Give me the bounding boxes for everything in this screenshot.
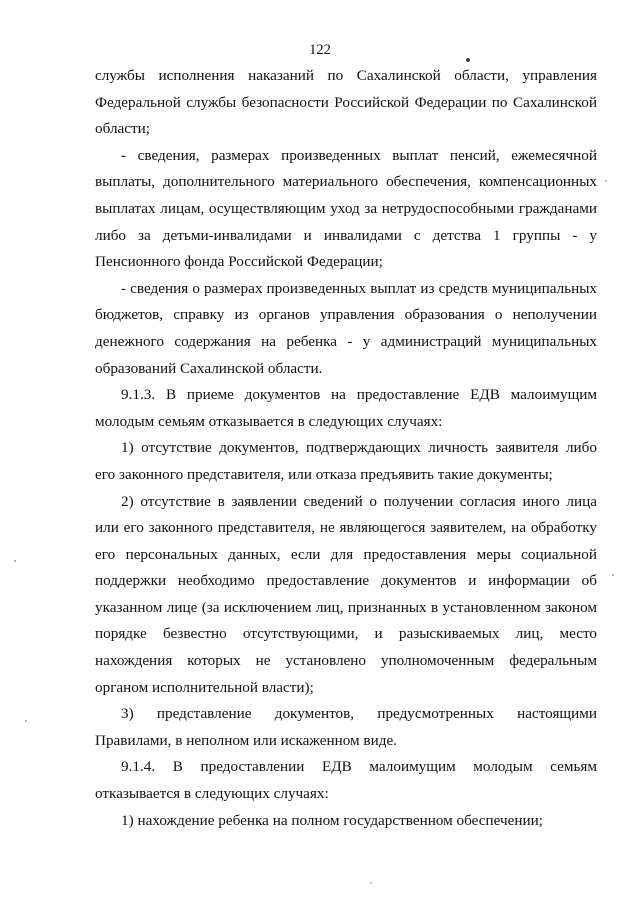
paragraph-municipal-info: - сведения о размерах произведенных выплат из средств муниципальных бюджетов, справку из органов управления образования о неполучении денежного содержания на ребенка - у администраций муниципальных образований Сахалинской области. (95, 279, 597, 377)
scan-speck (466, 58, 470, 62)
scan-speck (370, 882, 372, 884)
document-body (95, 63, 597, 834)
paragraph-continuation: службы исполнения наказаний по Сахалинской области, управления Федеральной службы безопасности Российской Федерации по Сахалинской области; (95, 67, 597, 138)
paragraph-refusal-item-3: 3) представление документов, предусмотренных настоящими Правилами, в неполном или искаженном виде. (95, 705, 597, 749)
paragraph-refusal-item-2: 2) отсутствие в заявлении сведений о получении согласия иного лица или его законного представителя, не являющегося заявителем, на обработку его персональных данных, если для предоставления меры социальной поддержки необходимо предоставление документов и информации об указанном лице (за исключением лиц, признанных в установленном законом порядке безвестно отсутствующими, и разыскиваемых лиц, место нахождения которых не установлено уполномоченным федеральным органом исполнительной власти); (95, 492, 597, 696)
scan-speck (612, 574, 614, 576)
paragraph-clause-9-1-3: 9.1.3. В приеме документов на предоставление ЕДВ малоимущим молодым семьям отказывается в следующих случаях: (95, 386, 597, 430)
scan-speck (14, 560, 16, 562)
scan-speck (25, 720, 27, 722)
paragraph-pension-info: - сведения, размерах произведенных выплат пенсий, ежемесячной выплаты, дополнительного материального обеспечения, компенсационных выплатах лицам, осуществляющим уход за нетрудоспособными гражданами либо за детьми-инвалидами и инвалидами с детства 1 группы - у Пенсионного фонда Российской Федерации; (95, 146, 597, 271)
paragraph-denial-item-1: 1) нахождение ребенка на полном государственном обеспечении; (121, 811, 544, 829)
page-number: 122 (309, 42, 331, 58)
paragraph-clause-9-1-4: 9.1.4. В предоставлении ЕДВ малоимущим молодым семьям отказывается в следующих случаях: (95, 758, 597, 803)
paragraph-refusal-item-1: 1) отсутствие документов, подтверждающих личность заявителя либо его законного представителя, или отказа предъявить такие документы; (95, 439, 597, 483)
scan-speck (605, 180, 607, 182)
